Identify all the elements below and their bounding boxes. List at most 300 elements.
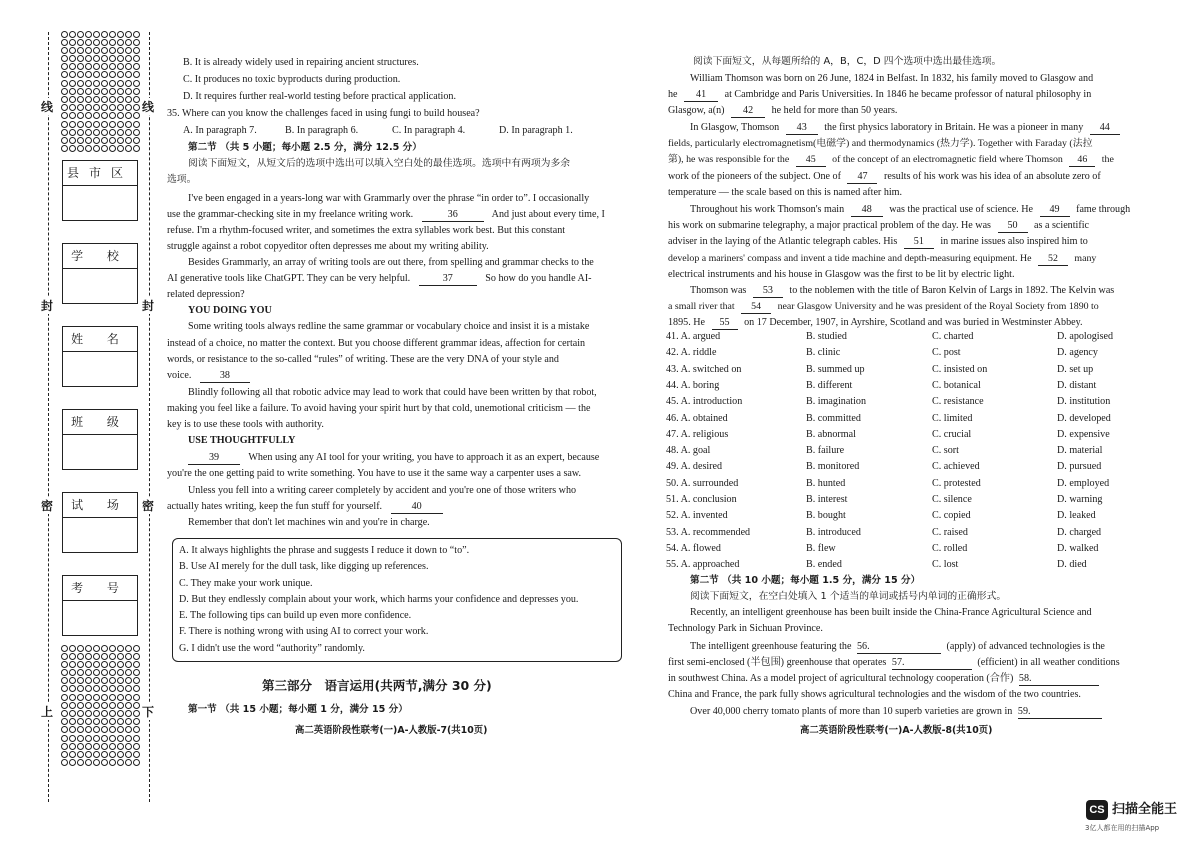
choice-option[interactable]: B. hunted: [806, 477, 846, 489]
binding-dot: [117, 669, 124, 676]
binding-dot: [77, 743, 84, 750]
choice-option[interactable]: B. summed up: [806, 363, 865, 375]
binding-dot: [61, 726, 68, 733]
binding-dot: [85, 121, 92, 128]
field-class[interactable]: [62, 409, 138, 469]
field-label: 试 场: [62, 492, 138, 518]
binding-dot: [69, 735, 76, 742]
choice-option[interactable]: C. insisted on: [932, 363, 988, 375]
text-segment: of the concept of an electromagnetic field where Thomson: [832, 154, 1063, 165]
binding-dot: [101, 718, 108, 725]
binding-dot: [133, 71, 140, 78]
binding-dot: [77, 112, 84, 119]
binding-dot: [125, 735, 132, 742]
binding-dot: [109, 145, 116, 152]
binding-dot: [101, 112, 108, 119]
choice-option[interactable]: C. raised: [932, 526, 968, 538]
binding-dot: [77, 55, 84, 62]
blank-38[interactable]: 38: [200, 369, 250, 383]
choice-option[interactable]: B. ended: [806, 559, 842, 571]
text-segment: results of his work was his idea of an absolute zero of: [884, 171, 1101, 182]
binding-dot: [109, 104, 116, 111]
choice-option[interactable]: 55. A. approached: [666, 559, 740, 571]
binding-dot: [133, 685, 140, 692]
blank-44[interactable]: 44: [1090, 121, 1120, 135]
binding-dot: [61, 718, 68, 725]
binding-dot: [125, 726, 132, 733]
page-footer-right: 高二英语阶段性联考(一)A-人教版-8(共10页): [800, 725, 993, 736]
field-school[interactable]: [62, 243, 138, 303]
blank-52[interactable]: 52: [1038, 252, 1068, 266]
binding-dot: [117, 96, 124, 103]
paragraph-line: [668, 88, 1091, 102]
blank-53[interactable]: 53: [753, 284, 783, 298]
binding-dot: [77, 645, 84, 652]
choice-option[interactable]: C. resistance: [932, 396, 984, 408]
binding-dot: [85, 47, 92, 54]
paragraph-line: instead of a choice, no matter the context. But you choose different grammar ideas, affection for certain: [167, 338, 586, 349]
binding-dot: [69, 96, 76, 103]
text-segment: as a scientific: [1034, 220, 1089, 231]
binding-dot: [133, 63, 140, 70]
binding-dot: [117, 735, 124, 742]
text-segment: AI generative tools like ChatGPT. They can be very helpful.: [167, 273, 411, 284]
blank-54[interactable]: 54: [741, 300, 771, 314]
choice-option[interactable]: C. post: [932, 347, 961, 359]
binding-dot: [61, 104, 68, 111]
blank-47[interactable]: 47: [847, 170, 877, 184]
field-input-box[interactable]: [62, 435, 138, 470]
binding-dot: [85, 751, 92, 758]
binding-dot: [93, 661, 100, 668]
choice-option[interactable]: 54. A. flowed: [666, 542, 721, 554]
binding-dot: [61, 677, 68, 684]
binding-dot: [125, 145, 132, 152]
blank-49[interactable]: 49: [1040, 203, 1070, 217]
choice-option[interactable]: D. agency: [1057, 347, 1098, 359]
binding-dot: [93, 145, 100, 152]
binding-dot: [61, 96, 68, 103]
field-exam-room[interactable]: [62, 492, 138, 552]
option-d-text: D. It requires further real-world testing before practical application.: [183, 91, 456, 102]
binding-dot: [93, 104, 100, 111]
binding-dot: [85, 645, 92, 652]
binding-dot: [69, 104, 76, 111]
choice-option[interactable]: B. clinic: [806, 347, 841, 359]
binding-dot: [85, 694, 92, 701]
blank-51[interactable]: 51: [904, 235, 934, 249]
text-segment: in marine issues also inspired him to: [940, 236, 1088, 247]
binding-dot: [109, 47, 116, 54]
choice-option[interactable]: D. distant: [1057, 379, 1097, 391]
choice-option[interactable]: D. institution: [1057, 396, 1111, 408]
choice-option[interactable]: D. pursued: [1057, 461, 1102, 473]
binding-dot: [101, 63, 108, 70]
binding-dot: [69, 80, 76, 87]
binding-dot: [133, 137, 140, 144]
binding-dot: [93, 669, 100, 676]
binding-dot: [101, 751, 108, 758]
binding-dot: [93, 137, 100, 144]
option-b-text: B. It is already widely used in repairing ancient structures.: [183, 57, 419, 68]
field-input-box[interactable]: [62, 601, 138, 636]
choice-option[interactable]: B. flew: [806, 542, 836, 554]
blank-41[interactable]: 41: [684, 88, 718, 102]
blank-37[interactable]: 37: [419, 272, 477, 286]
field-label: 姓 名: [62, 326, 138, 352]
blank-43[interactable]: 43: [786, 121, 818, 135]
binding-dot: [117, 145, 124, 152]
paragraph-line: refuse. I'm a rhythm-focused writer, and sometimes the extra syllables work best. But this constant: [167, 225, 566, 236]
binding-dot: [101, 88, 108, 95]
binding-dot: [61, 694, 68, 701]
binding-dot: [61, 645, 68, 652]
binding-dot: [125, 121, 132, 128]
binding-dot: [93, 653, 100, 660]
text-segment: to the noblemen with the title of Baron Kelvin of Largs in 1892. The Kelvin was: [789, 285, 1115, 296]
binding-dot: [109, 726, 116, 733]
binding-dot: [85, 55, 92, 62]
blank-59[interactable]: 59.: [1018, 705, 1102, 719]
binding-dot: [77, 121, 84, 128]
paragraph-line: [690, 284, 1114, 298]
binding-dot: [125, 751, 132, 758]
binding-dot: [77, 726, 84, 733]
binding-dot: [93, 718, 100, 725]
binding-dot: [109, 759, 116, 766]
choice-option[interactable]: 42. A. riddle: [666, 347, 717, 359]
binding-dot: [93, 735, 100, 742]
binding-dot: [61, 80, 68, 87]
binding-dot: [117, 121, 124, 128]
blank-50[interactable]: 50: [998, 219, 1028, 233]
choice-option[interactable]: B. monitored: [806, 461, 860, 473]
section-1-title: 第一节 （共 15 小题；每小题 1 分，满分 15 分）: [188, 704, 408, 715]
heading-use-thoughtfully: USE THOUGHTFULLY: [188, 435, 296, 446]
binding-dot: [109, 677, 116, 684]
choice-option[interactable]: C. limited: [932, 412, 973, 424]
binding-dot: [69, 751, 76, 758]
question-35: 35. Where can you know the challenges faced in using fungi to build housea?: [167, 108, 480, 119]
binding-dot: [117, 112, 124, 119]
choice-option[interactable]: D. expensive: [1057, 428, 1110, 440]
choice-option[interactable]: B. introduced: [806, 526, 861, 538]
binding-dot: [61, 685, 68, 692]
binding-dot: [125, 669, 132, 676]
binding-dot: [101, 694, 108, 701]
binding-dot: [125, 759, 132, 766]
choice-option[interactable]: 51. A. conclusion: [666, 494, 737, 505]
binding-dot: [77, 47, 84, 54]
binding-dot: [61, 31, 68, 38]
binding-dot: [109, 694, 116, 701]
binding-dot: [93, 751, 100, 758]
q35-option-a: A. In paragraph 7.: [183, 125, 257, 136]
binding-dot: [117, 80, 124, 87]
paragraph-line-blank-39: [188, 451, 599, 465]
binding-dot: [85, 718, 92, 725]
text-segment: his work on submarine telegraphy, a major practical problem of the day. He was: [668, 220, 991, 231]
choice-option[interactable]: 50. A. surrounded: [666, 477, 739, 489]
binding-dot: [133, 710, 140, 717]
binding-dot: [93, 63, 100, 70]
binding-dot: [69, 71, 76, 78]
paragraph-line-blank-36: [167, 208, 605, 222]
paragraph-line: China and France, the park fully shows agricultural technologies and the wisdom of the two countries.: [668, 689, 1081, 700]
paragraph-line-blank-40: [167, 500, 443, 514]
choice-option[interactable]: D. employed: [1057, 477, 1110, 489]
paragraph-line: [668, 104, 897, 118]
choice-option[interactable]: B. imagination: [806, 396, 866, 408]
blank-57[interactable]: 57.: [892, 656, 972, 670]
binding-dot: [109, 653, 116, 660]
text-segment: he: [668, 89, 678, 100]
binding-dot: [101, 669, 108, 676]
text-segment: he held for more than 50 years.: [771, 105, 898, 116]
binding-dot: [69, 137, 76, 144]
text-segment: The intelligent greenhouse featuring the: [690, 641, 852, 652]
binding-dot: [133, 653, 140, 660]
binding-dot: [109, 710, 116, 717]
choice-option[interactable]: B. interest: [806, 494, 848, 505]
binding-dot: [109, 71, 116, 78]
choice-option[interactable]: B. different: [806, 379, 853, 391]
camscanner-logo-icon: CS: [1086, 800, 1108, 820]
option-c-text: C. It produces no toxic byproducts during production.: [183, 74, 401, 85]
binding-dot: [101, 129, 108, 136]
binding-dot: [109, 129, 116, 136]
binding-dot: [69, 669, 76, 676]
blank-56[interactable]: 56.: [857, 640, 941, 654]
binding-dot: [117, 726, 124, 733]
binding-dot: [61, 112, 68, 119]
binding-dot: [101, 685, 108, 692]
binding-dot: [69, 55, 76, 62]
field-input-box[interactable]: [62, 352, 138, 387]
binding-dot: [133, 96, 140, 103]
blank-46[interactable]: 46: [1069, 153, 1095, 167]
text-segment: Thomson was: [690, 285, 747, 296]
binding-dot: [101, 726, 108, 733]
choice-option[interactable]: 46. A. obtained: [666, 412, 728, 424]
binding-dot: [125, 112, 132, 119]
binding-dot: [117, 702, 124, 709]
choice-option[interactable]: D. warning: [1057, 494, 1103, 505]
choice-option[interactable]: 45. A. introduction: [666, 396, 743, 408]
binding-mark-bottom-right: 下: [142, 705, 155, 719]
binding-dot: [77, 702, 84, 709]
binding-dot: [69, 31, 76, 38]
text-segment: (apply) of advanced technologies is the: [946, 641, 1105, 652]
binding-dot: [61, 751, 68, 758]
choice-option[interactable]: C. crucial: [932, 428, 972, 440]
field-input-box[interactable]: [62, 518, 138, 553]
paragraph-line: fields, particularly electromagnetism(电磁学) and thermodynamics (热力学). Together with Faraday (法拉: [668, 138, 1093, 149]
binding-dot: [133, 751, 140, 758]
binding-dot: [85, 31, 92, 38]
box-option-a: A. It always highlights the phrase and suggests I reduce it down to “to”.: [179, 545, 470, 556]
paragraph-line: Unless you fell into a writing career completely by accident and you're one of those writers who: [188, 485, 577, 496]
binding-dot: [69, 726, 76, 733]
blank-58[interactable]: 58.: [1019, 672, 1099, 686]
binding-dot: [85, 653, 92, 660]
binding-dot: [93, 121, 100, 128]
choice-option[interactable]: 43. A. switched on: [666, 363, 742, 375]
binding-dot: [61, 145, 68, 152]
choice-option[interactable]: C. charted: [932, 331, 974, 342]
binding-dot: [109, 121, 116, 128]
binding-dot: [133, 55, 140, 62]
binding-dot: [93, 759, 100, 766]
binding-dot: [69, 653, 76, 660]
choice-option[interactable]: D. material: [1057, 445, 1103, 457]
field-name[interactable]: [62, 326, 138, 386]
binding-dot: [77, 145, 84, 152]
text-segment: adviser in the laying of the Atlantic telegraph cables. His: [668, 236, 898, 247]
choice-option[interactable]: B. abnormal: [806, 428, 856, 440]
choice-option[interactable]: C. protested: [932, 477, 981, 489]
paragraph-line: Some writing tools always redline the same grammar or vocabulary choice and insist it is a mistake: [188, 321, 590, 332]
choice-option[interactable]: B. studied: [806, 331, 847, 342]
q35-option-d: D. In paragraph 1.: [499, 125, 573, 136]
field-county[interactable]: [62, 160, 138, 220]
choice-option[interactable]: D. developed: [1057, 412, 1111, 424]
choice-option[interactable]: 47. A. religious: [666, 428, 729, 440]
binding-dot: [85, 112, 92, 119]
choice-option[interactable]: 44. A. boring: [666, 379, 720, 391]
binding-dot: [133, 759, 140, 766]
binding-dot: [85, 145, 92, 152]
binding-dot: [93, 31, 100, 38]
paragraph-line: [668, 219, 1089, 233]
binding-dot: [61, 121, 68, 128]
blank-39[interactable]: 39: [188, 451, 240, 465]
binding-dot: [101, 645, 108, 652]
binding-dot: [101, 702, 108, 709]
choice-option[interactable]: B. committed: [806, 412, 861, 424]
choice-option[interactable]: 49. A. desired: [666, 461, 723, 473]
binding-dot: [117, 751, 124, 758]
choice-option[interactable]: 52. A. invented: [666, 510, 728, 522]
choice-option[interactable]: D. leaked: [1057, 510, 1096, 522]
choice-option[interactable]: C. rolled: [932, 542, 968, 554]
binding-dot: [133, 104, 140, 111]
binding-dot: [101, 31, 108, 38]
binding-dot: [101, 145, 108, 152]
paragraph-line: words, or resistance to the so-called “rules” of writing. These are the very DNA of your style and: [167, 354, 559, 365]
box-option-g: G. I didn't use the word “authority” randomly.: [179, 642, 365, 654]
binding-dot: [77, 694, 84, 701]
binding-dot: [61, 759, 68, 766]
blank-48[interactable]: 48: [851, 203, 883, 217]
binding-dot: [77, 104, 84, 111]
watermark-name: 扫描全能王: [1112, 802, 1178, 817]
binding-dot: [85, 661, 92, 668]
binding-dot: [117, 88, 124, 95]
binding-dot: [93, 743, 100, 750]
binding-dot: [117, 137, 124, 144]
choice-option[interactable]: D. died: [1057, 559, 1087, 571]
binding-dot: [133, 80, 140, 87]
choice-option[interactable]: 41. A. argued: [666, 331, 721, 342]
binding-dot: [85, 39, 92, 46]
binding-dot: [93, 726, 100, 733]
binding-dot: [61, 88, 68, 95]
binding-dot: [101, 661, 108, 668]
binding-dot: [61, 55, 68, 62]
binding-dot: [117, 759, 124, 766]
field-input-box[interactable]: [62, 186, 138, 221]
choice-option[interactable]: D. charged: [1057, 526, 1102, 538]
binding-dot: [101, 121, 108, 128]
choice-option[interactable]: C. lost: [932, 559, 959, 571]
paragraph-line: you're the one getting paid to write something. You have to use it the same way a carpenter uses a saw.: [167, 468, 582, 479]
text-segment: on 17 December, 1907, in Ayrshire, Scotland and was buried in Westminster Abbey.: [744, 317, 1083, 328]
binding-dot: [125, 55, 132, 62]
text-segment: Glasgow, a(n): [668, 105, 725, 116]
binding-dot: [85, 71, 92, 78]
binding-dot: [85, 726, 92, 733]
blank-42[interactable]: 42: [731, 104, 765, 118]
binding-dot: [93, 645, 100, 652]
binding-dot: [85, 685, 92, 692]
binding-dot: [61, 735, 68, 742]
choice-option[interactable]: C. sort: [932, 445, 959, 457]
binding-dot: [77, 88, 84, 95]
text-segment: So how do you handle AI-: [485, 273, 592, 284]
binding-dot: [133, 88, 140, 95]
binding-dot: [77, 759, 84, 766]
paragraph-line: [690, 121, 1120, 135]
blank-45[interactable]: 45: [796, 153, 826, 167]
choice-option[interactable]: C. botanical: [932, 379, 981, 391]
field-label: 县市区: [62, 160, 138, 186]
field-input-box[interactable]: [62, 269, 138, 304]
paragraph-line: Recently, an intelligent greenhouse has been built inside the China-France Agricultural Science and: [690, 607, 1092, 618]
choice-option[interactable]: B. bought: [806, 510, 846, 522]
paragraph-line: I've been engaged in a years-long war with Grammarly over the phrase “in order to”. I occasionally: [188, 193, 590, 204]
binding-dot: [77, 735, 84, 742]
part-3-title: 第三部分 语言运用(共两节,满分 30 分): [262, 678, 492, 693]
text-segment: When using any AI tool for your writing, you have to approach it as an expert, because: [248, 452, 600, 463]
binding-dot: [117, 718, 124, 725]
binding-dot: [133, 31, 140, 38]
binding-dot: [69, 39, 76, 46]
choice-option[interactable]: D. set up: [1057, 363, 1094, 375]
binding-dot: [125, 96, 132, 103]
choice-option[interactable]: C. copied: [932, 510, 971, 522]
binding-dot: [117, 694, 124, 701]
blank-40[interactable]: 40: [391, 500, 443, 514]
binding-dot: [109, 88, 116, 95]
choice-option[interactable]: 53. A. recommended: [666, 526, 751, 538]
choice-option[interactable]: D. apologised: [1057, 331, 1114, 342]
binding-dot: [109, 661, 116, 668]
choice-option[interactable]: C. silence: [932, 494, 972, 505]
choice-option[interactable]: B. failure: [806, 445, 845, 457]
choice-option[interactable]: D. walked: [1057, 542, 1099, 554]
blank-36[interactable]: 36: [422, 208, 484, 222]
binding-dot: [109, 735, 116, 742]
choice-option[interactable]: 48. A. goal: [666, 445, 711, 457]
choice-option[interactable]: C. achieved: [932, 461, 980, 473]
binding-dot: [61, 661, 68, 668]
text-segment: Over 40,000 cherry tomato plants of more than 10 superb varieties are grown in: [690, 706, 1013, 717]
text-segment: the: [1101, 154, 1114, 165]
binding-dot: [69, 129, 76, 136]
field-exam-number[interactable]: [62, 575, 138, 635]
blank-55[interactable]: 55: [712, 316, 738, 330]
